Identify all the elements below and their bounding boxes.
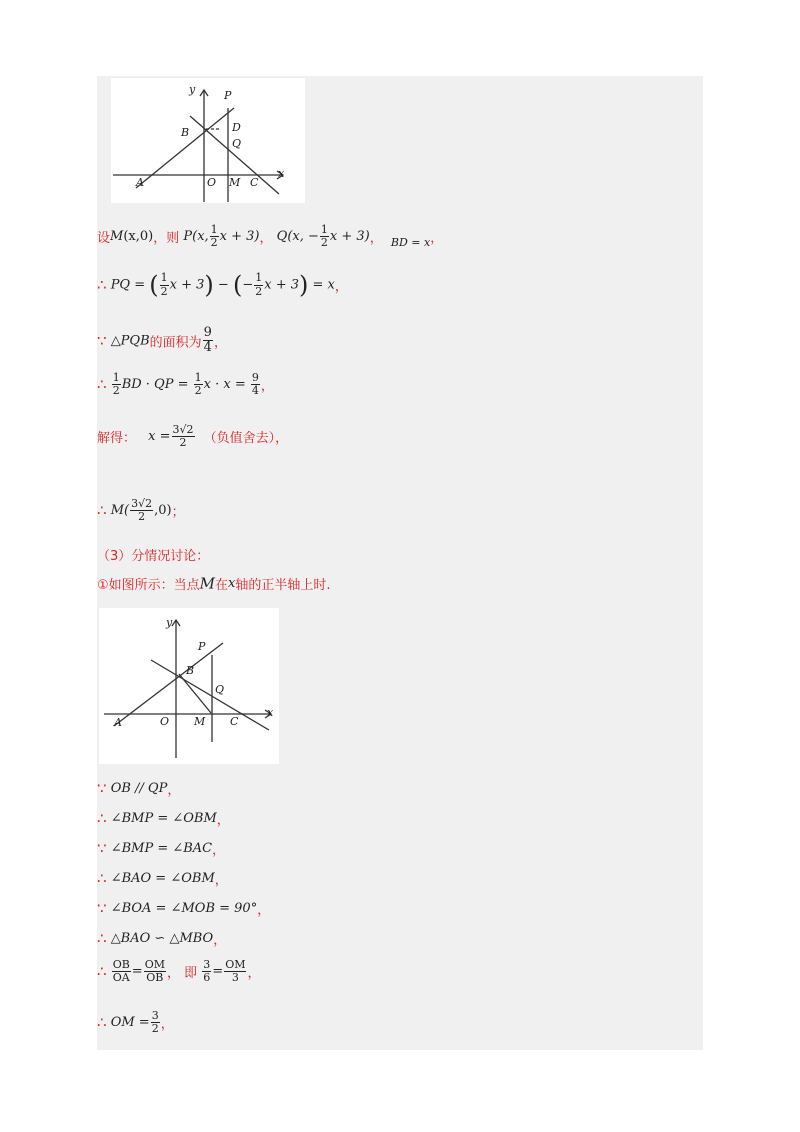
separator: ， (216, 813, 230, 828)
math-minus: − (217, 277, 229, 293)
fraction: $\frac{9}{4}$ (203, 325, 212, 356)
label-m: M (194, 715, 206, 728)
therefore-symbol: ∴ (97, 869, 107, 888)
label-o: O (160, 715, 170, 728)
because-symbol: ∵ (97, 839, 107, 858)
line-right-angles (97, 899, 270, 918)
math-p-coord: P(x, (183, 229, 209, 245)
label-p: P (198, 640, 206, 653)
math-term: BD · QP = (121, 377, 189, 393)
separator: ， (213, 335, 227, 351)
fraction: $\frac{OM}{OB}$ (144, 958, 165, 985)
math-statement: ∠BAO = ∠OBM (110, 871, 215, 886)
label-d: D (232, 121, 241, 134)
separator: ， (167, 783, 181, 798)
label-c: C (230, 715, 239, 728)
math-m: M( (110, 503, 130, 519)
therefore-symbol: ∴ (97, 962, 107, 981)
separator: ， (259, 231, 273, 247)
text-ji: 即 (184, 966, 198, 982)
fraction: $\frac{3√2}{2}$ (131, 497, 153, 524)
label-b: B (186, 664, 195, 677)
separator: ， (334, 279, 348, 295)
therefore-symbol: ∴ (97, 501, 107, 520)
therefore-symbol: ∴ (97, 809, 107, 828)
label-m: M (229, 176, 241, 189)
line-ratio (97, 959, 261, 984)
fraction: $\frac{OB}{OA}$ (112, 958, 130, 985)
fraction: $\frac{3}{2}$ (151, 1009, 159, 1036)
line-case-1 (97, 574, 331, 593)
math-p-tail: x + 3) (219, 229, 260, 245)
separator: ， (430, 231, 444, 247)
text-solve-label: 解得： (97, 431, 137, 447)
fraction: $\frac{1}{2}$ (320, 223, 328, 250)
because-symbol: ∵ (97, 779, 107, 798)
separator: ； (171, 505, 185, 521)
label-x: x (278, 167, 285, 180)
math-x: x (228, 576, 236, 591)
math-om: OM = (110, 1015, 150, 1031)
separator: ， (257, 903, 271, 918)
text-ze: ，则 (153, 231, 180, 247)
fraction: $\frac{9}{4}$ (251, 371, 259, 398)
line-angle-2 (97, 839, 225, 858)
label-a: A (114, 716, 122, 729)
line-solve (97, 424, 288, 449)
separator: ， (166, 966, 180, 982)
math-q-tail: x + 3) (329, 229, 370, 245)
because-symbol: ∵ (97, 899, 107, 918)
math-minus: − (242, 277, 254, 293)
fraction: $\frac{1}{2}$ (194, 371, 202, 398)
because-symbol: ∵ (97, 331, 107, 350)
line-m-result (97, 498, 185, 523)
line-angle-3 (97, 869, 228, 888)
label-y: y (189, 83, 196, 96)
math-statement: ∠BMP = ∠OBM (110, 811, 217, 826)
figure-1-coordinate-graph (111, 78, 305, 203)
label-c: C (250, 176, 259, 189)
line-set-m (97, 224, 443, 249)
label-y: y (166, 616, 173, 629)
therefore-symbol: ∴ (97, 1013, 107, 1032)
math-term: x + 3 (264, 277, 300, 293)
line-angle-1 (97, 809, 230, 828)
fraction: $\frac{1}{2}$ (160, 271, 168, 298)
text-case-1a: ①如图所示：当点 (97, 578, 200, 593)
math-statement: △BAO ∽ △MBO (110, 931, 214, 946)
fraction: $\frac{1}{2}$ (112, 371, 120, 398)
line-parallel (97, 779, 180, 798)
text-case-heading: （3）分情况讨论： (97, 549, 210, 564)
fraction: $\frac{1}{2}$ (255, 271, 263, 298)
label-a: A (136, 176, 144, 189)
separator: ， (247, 966, 261, 982)
math-term: x · x = (203, 377, 246, 393)
separator: ， (160, 1017, 174, 1033)
fraction: $\frac{OM}{3}$ (225, 958, 246, 985)
fraction: $\frac{3}{6}$ (203, 958, 211, 985)
figure-2-coordinate-graph (99, 608, 279, 764)
math-eq: = (212, 964, 224, 980)
therefore-symbol: ∴ (97, 276, 107, 294)
math-eq: = (131, 964, 143, 980)
math-m: M (199, 574, 216, 593)
math-triangle: △PQB (110, 333, 150, 349)
label-o: O (207, 176, 217, 189)
separator: ， (213, 933, 227, 948)
label-p: P (224, 89, 232, 102)
separator: ， (214, 873, 228, 888)
separator: ， (369, 231, 383, 247)
math-term: ,0) (154, 503, 172, 519)
label-x: x (267, 706, 274, 719)
label-q: Q (215, 683, 225, 696)
math-bd: BD = x (390, 236, 431, 250)
math-statement: OB // QP (110, 781, 168, 796)
math-term: x + 3 (169, 277, 205, 293)
math-m-arg: (x,0) (123, 229, 154, 245)
line-area (97, 326, 227, 356)
line-area-eq (97, 372, 274, 397)
therefore-symbol: ∴ (97, 375, 107, 394)
separator: ， (260, 379, 274, 395)
line-ab (136, 108, 234, 188)
math-pq: PQ = (110, 277, 146, 293)
label-q: Q (232, 137, 242, 150)
math-x: x = (148, 429, 171, 445)
text-case-1c: 轴的正半轴上时. (235, 578, 331, 593)
line-case-heading (97, 545, 209, 564)
fraction: $\frac{3√2}{2}$ (172, 423, 194, 450)
label-b: B (181, 126, 190, 139)
line-similar (97, 929, 226, 948)
therefore-symbol: ∴ (97, 929, 107, 948)
line-om-result (97, 1010, 174, 1035)
fraction: $\frac{1}{2}$ (210, 223, 218, 250)
text-area: 的面积为 (149, 335, 202, 351)
math-result: = x (312, 277, 335, 293)
math-q-coord: Q(x, − (276, 229, 319, 245)
math-statement: ∠BOA = ∠MOB = 90° (110, 901, 258, 916)
text-she: 设 (97, 231, 111, 247)
text-note: （负值舍去）， (203, 431, 289, 447)
math-statement: ∠BMP = ∠BAC (110, 841, 213, 856)
text-case-1b: 在 (215, 578, 229, 593)
separator: ， (212, 843, 226, 858)
line-pq: ∴ PQ = ( $\frac{1}{2}$ x + 3) − (− $\frac{1}{2}$ x + 3) = x， (97, 271, 348, 299)
math-m: M (110, 229, 124, 245)
